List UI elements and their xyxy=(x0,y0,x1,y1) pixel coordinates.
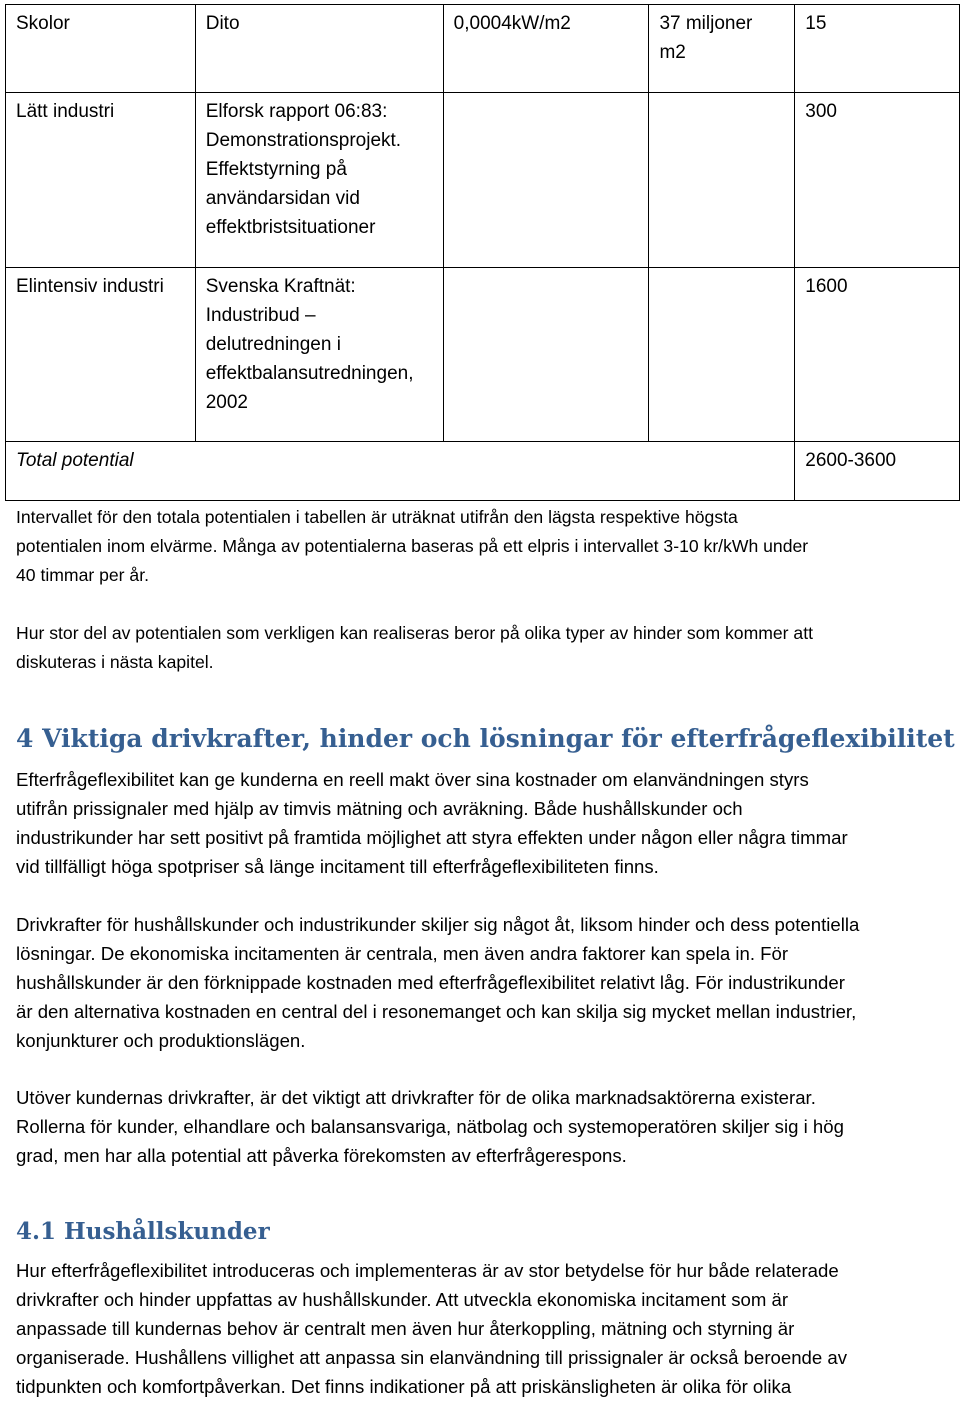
table-cell-source: Svenska Kraftnät: Industribud – delutredningen i effektbalansutredningen, 2002 xyxy=(195,268,443,442)
table-cell-sector: Lätt industri xyxy=(6,93,196,268)
table-cell-value: 1600 xyxy=(795,268,960,442)
table-cell-sector: Elintensiv industri xyxy=(6,268,196,442)
paragraph-households: Hur efterfrågeflexibilitet introduceras och implementeras är av stor betydelse för hur både relaterade drivkrafter och hinder uppfattas av hushållskunder. Att utveckla ekonomiska incitament som är anpassade till kundernas behov är centralt men även hur återkoppling, mätning och styrning är organiserade. Hushållens villighet att anpassa sin elanvändning till prissignaler är också beroende av tidpunkten och komfortpåverkan. Det finns indikationer på att priskänsligheten är olika för olika xyxy=(16,1260,848,1397)
paragraph-realisation: Hur stor del av potentialen som verkligen kan realiseras beror på olika typer av hinder som kommer att diskuteras i nästa kapitel. xyxy=(16,623,813,672)
table-cell-area xyxy=(649,93,795,268)
table-cell-sector: Skolor xyxy=(6,5,196,93)
potential-table xyxy=(5,4,960,501)
table-row xyxy=(6,268,960,442)
paragraph-drivers: Drivkrafter för hushållskunder och industrikunder skiljer sig något åt, liksom hinder och dess potentiella lösningar. De ekonomiska incitamenten är centrala, men även andra faktorer kan spela in. För hushållskunder är den förknippade kostnaden med efterfrågeflexibilitet relativt låg. För industrikunder är den alternativa kostnaden en central del i resonemanget och kan skilja sig mycket mellan industrier, konjunkturer och produktionslägen. xyxy=(16,914,860,1051)
table-cell-intensity xyxy=(443,93,649,268)
table-cell-intensity xyxy=(443,268,649,442)
table-cell-intensity: 0,0004kW/m2 xyxy=(443,5,649,93)
total-value: 2600-3600 xyxy=(795,442,960,501)
paragraph-flexibility: Efterfrågeflexibilitet kan ge kunderna en reell makt över sina kostnader om elanvändningen styrs utifrån prissignaler med hjälp av timvis mätning och avräkning. Både hushållskunder och industrikunder har sett positivt på framtida möjlighet att styra effekten under någon eller några timmar vid tillfälligt höga spotpriser så länge incitament till efterfrågeflexibiliteten finns. xyxy=(16,769,848,877)
table-row xyxy=(6,93,960,268)
table-cell-area xyxy=(649,268,795,442)
paragraph-interval: Intervallet för den totala potentialen i tabellen är uträknat utifrån den lägsta respektive högsta potentialen inom elvärme. Många av potentialerna baseras på ett elpris i intervallet 3-10 kr/kWh under 40 timmar per år. xyxy=(16,507,809,585)
table-total-row xyxy=(6,442,960,501)
table-cell-value: 300 xyxy=(795,93,960,268)
table-cell-source: Elforsk rapport 06:83: Demonstrationsprojekt. Effektstyrning på användarsidan vid effektbristsituationer xyxy=(195,93,443,268)
total-label: Total potential xyxy=(6,442,795,501)
table-row xyxy=(6,5,960,93)
section-heading: 4 Viktiga drivkrafter, hinder och lösningar för efterfrågeflexibilitet xyxy=(16,724,955,753)
table-cell-area: 37 miljoner m2 xyxy=(649,5,795,93)
subsection-heading: 4.1 Hushållskunder xyxy=(16,1218,270,1245)
paragraph-market-actors: Utöver kundernas drivkrafter, är det viktigt att drivkrafter för de olika marknadsaktörerna existerar. Rollerna för kunder, elhandlare och balansansvariga, nätbolag och systemoperatören skiljer sig i hög grad, men har alla potential att påverka förekomsten av efterfrågerespons. xyxy=(16,1087,844,1166)
table-cell-value: 15 xyxy=(795,5,960,93)
table-cell-source: Dito xyxy=(195,5,443,93)
